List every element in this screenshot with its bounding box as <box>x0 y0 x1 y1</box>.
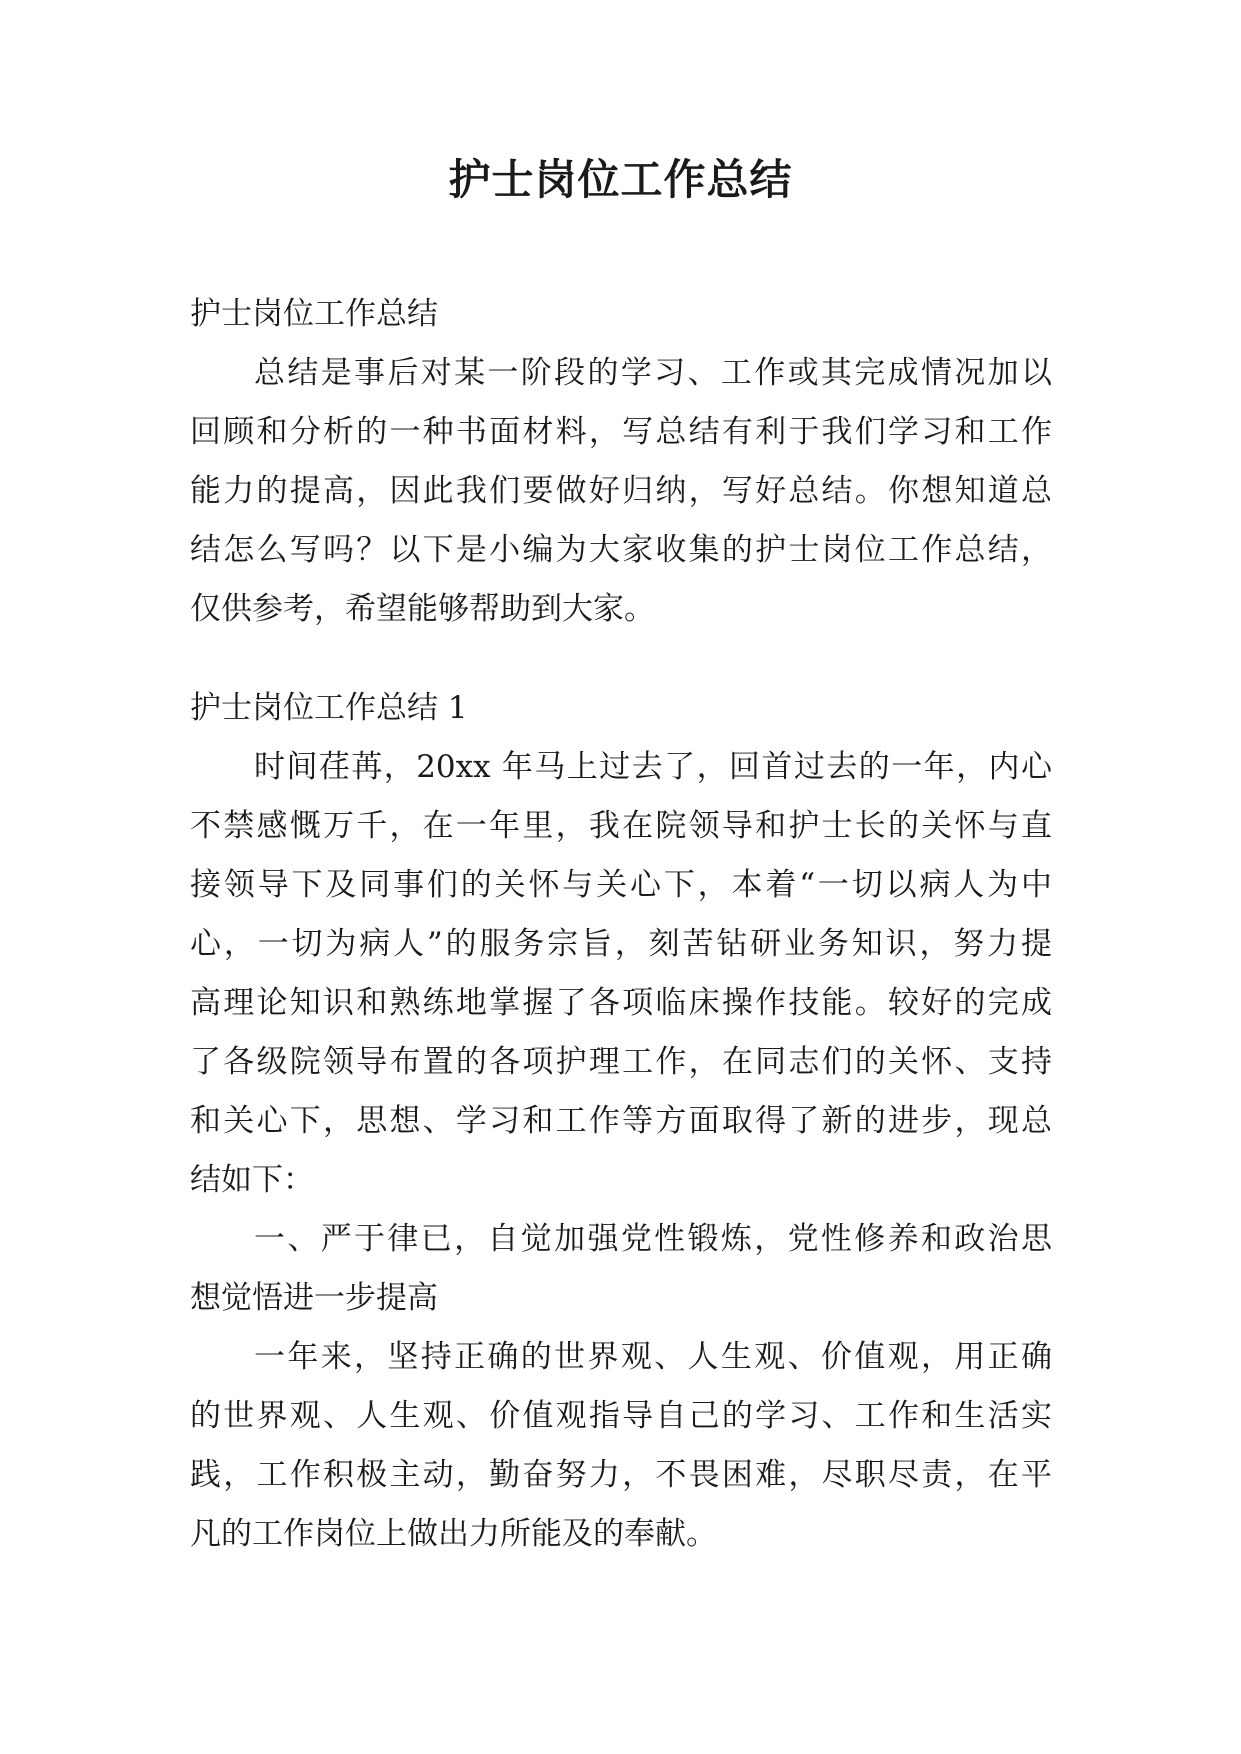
heading-line: 一、严于律已，自觉加强党性锻炼，党性修养和政治思 <box>254 1221 1052 1257</box>
paragraph-line: 和关心下，思想、学习和工作等方面取得了新的进步，现总 <box>190 1103 1052 1139</box>
paragraph-line: 高理论知识和熟练地掌握了各项临床操作技能。较好的完成 <box>190 985 1052 1021</box>
intro-line: 仅供参考，希望能够帮助到大家。 <box>190 591 655 627</box>
section-title: 护士岗位工作总结 1 <box>190 690 468 726</box>
paragraph-line: 心，一切为病人”的服务宗旨，刻苦钻研业务知识，努力提 <box>190 926 1052 962</box>
paragraph-line: 时间荏苒，20xx 年马上过去了，回首过去的一年，内心 <box>254 749 1052 785</box>
paragraph-line: 结如下： <box>190 1162 314 1198</box>
paragraph-line: 了各级院领导布置的各项护理工作，在同志们的关怀、支持 <box>190 1044 1052 1080</box>
intro-line: 结怎么写吗？以下是小编为大家收集的护士岗位工作总结， <box>190 532 1052 568</box>
paragraph-line: 接领导下及同事们的关怀与关心下，本着“一切以病人为中 <box>190 867 1052 903</box>
paragraph-line: 不禁感慨万千，在一年里，我在院领导和护士长的关怀与直 <box>190 808 1052 844</box>
intro-line: 回顾和分析的一种书面材料，写总结有利于我们学习和工作 <box>190 414 1052 450</box>
intro-paragraph <box>190 344 1052 639</box>
paragraph-line: 一年来，坚持正确的世界观、人生观、价值观，用正确 <box>254 1339 1052 1375</box>
subtitle: 护士岗位工作总结 <box>190 296 438 332</box>
heading-line: 想觉悟进一步提高 <box>190 1280 438 1316</box>
document-title: 护士岗位工作总结 <box>448 155 793 204</box>
section-paragraph-2 <box>190 1328 1052 1564</box>
spacer <box>190 639 1052 679</box>
intro-line: 总结是事后对某一阶段的学习、工作或其完成情况加以 <box>254 355 1052 391</box>
paragraph-line: 践，工作积极主动，勤奋努力，不畏困难，尽职尽责，在平 <box>190 1457 1052 1493</box>
paragraph-line: 凡的工作岗位上做出力所能及的奉献。 <box>190 1516 717 1552</box>
paragraph-line: 的世界观、人生观、价值观指导自己的学习、工作和生活实 <box>190 1398 1052 1434</box>
heading-1 <box>190 1210 1052 1328</box>
document-body <box>190 285 1052 1564</box>
intro-line: 能力的提高，因此我们要做好归纳，写好总结。你想知道总 <box>190 473 1052 509</box>
section-paragraph-1 <box>190 738 1052 1210</box>
